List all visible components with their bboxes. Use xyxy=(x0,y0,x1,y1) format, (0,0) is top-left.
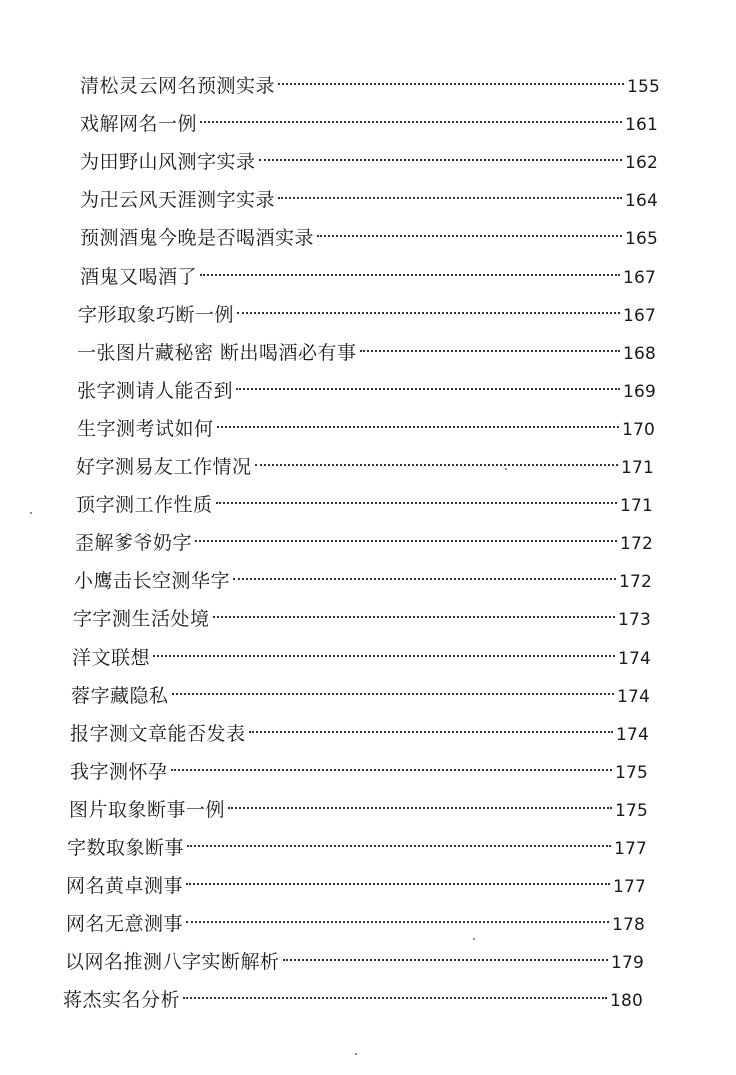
toc-entry xyxy=(80,185,658,215)
toc-entry-title: 好字测易友工作情况 xyxy=(76,456,252,478)
toc-entry xyxy=(80,109,658,139)
dot-leader xyxy=(249,731,613,733)
toc-entry-title: 为卍云风天涯测字实录 xyxy=(80,189,276,212)
toc-entry-title: 字数取象断事 xyxy=(67,837,185,859)
dot-leader xyxy=(216,502,617,504)
dot-leader xyxy=(200,121,622,123)
toc-entry-title: 为田野山风测字实录 xyxy=(80,151,256,174)
toc-entry xyxy=(76,452,654,482)
dot-leader xyxy=(172,693,614,695)
toc-entry-page-number: 174 xyxy=(616,686,650,707)
toc-entry-title: 蒋杰实名分析 xyxy=(63,989,181,1012)
toc-entry-page-number: 171 xyxy=(619,496,653,517)
toc-entry-title: 酒鬼又喝酒了 xyxy=(80,265,198,288)
toc-entry-title: 字形取象巧断一例 xyxy=(78,303,235,326)
toc-entry-page-number: 177 xyxy=(612,877,646,898)
toc-entry-title: 字字测生活处境 xyxy=(73,608,210,631)
dot-leader xyxy=(171,769,612,771)
toc-entry xyxy=(70,757,648,787)
toc-entry-page-number: 167 xyxy=(622,305,656,326)
toc-entry xyxy=(66,909,645,939)
toc-entry-page-number: 173 xyxy=(617,610,651,631)
dot-leader xyxy=(186,883,610,885)
toc-entry-title: 张字测请人能否到 xyxy=(77,379,234,402)
scan-speck xyxy=(505,468,507,470)
dot-leader xyxy=(217,426,619,428)
scan-speck xyxy=(473,938,475,940)
dot-leader xyxy=(278,197,622,199)
scan-speck xyxy=(30,512,32,514)
dot-leader xyxy=(360,350,620,352)
toc-entry-title: 网名无意测事 xyxy=(66,913,184,936)
toc-entry xyxy=(67,833,647,863)
toc-entry xyxy=(75,528,653,558)
dot-leader xyxy=(283,959,608,961)
toc-entry-page-number: 169 xyxy=(622,381,656,402)
dot-leader xyxy=(187,845,611,847)
toc-entry xyxy=(74,566,652,596)
toc-entry-page-number: 175 xyxy=(614,762,648,783)
toc-entry xyxy=(77,376,656,406)
toc-entry-title: 一张图片藏秘密 断出喝酒必有事 xyxy=(77,341,357,364)
toc-entry-page-number: 155 xyxy=(626,77,660,97)
toc-entry xyxy=(65,947,644,977)
toc-entry-title: 报字测文章能否发表 xyxy=(70,722,246,745)
toc-entry-page-number: 162 xyxy=(624,153,658,174)
toc-entry xyxy=(71,681,650,711)
toc-entry-title: 生字测考试如何 xyxy=(77,417,214,440)
toc-entry-title: 洋文联想 xyxy=(72,646,151,669)
dot-leader xyxy=(233,578,616,580)
dot-leader xyxy=(228,807,612,809)
toc-entry xyxy=(73,604,651,634)
dot-leader xyxy=(200,274,620,276)
toc-entry-title: 以网名推测八字实断解析 xyxy=(65,951,280,974)
dot-leader xyxy=(259,159,622,161)
toc-entry-title: 小鹰击长空测华字 xyxy=(74,570,231,593)
toc-entry xyxy=(72,643,651,673)
toc-entry xyxy=(80,262,656,292)
scan-speck xyxy=(355,1053,357,1055)
toc-entry xyxy=(80,147,658,177)
toc-entry-title: 蓉字藏隐私 xyxy=(71,684,169,707)
toc-entry-title: 戏解网名一例 xyxy=(80,113,198,136)
toc-entry-page-number: 170 xyxy=(621,419,655,440)
toc-entry-title: 图片取象断事一例 xyxy=(69,798,226,821)
dot-leader xyxy=(153,655,615,657)
toc-entry-page-number: 178 xyxy=(611,915,645,936)
toc-entry-title: 我字测怀孕 xyxy=(70,760,168,783)
toc-entry-page-number: 174 xyxy=(615,724,649,745)
dot-leader xyxy=(317,235,622,237)
toc-entry-page-number: 175 xyxy=(614,800,648,821)
toc-entry-page-number: 177 xyxy=(613,839,647,859)
dot-leader xyxy=(195,540,617,542)
dot-leader xyxy=(183,997,607,999)
dot-leader xyxy=(255,464,618,466)
toc-entry-page-number: 172 xyxy=(618,572,652,593)
toc-entry-title: 歪解爹爷奶字 xyxy=(75,532,193,555)
toc-entry xyxy=(70,719,649,749)
toc-entry-page-number: 161 xyxy=(624,115,658,136)
toc-entry-title: 网名黄卓测事 xyxy=(66,875,184,898)
toc-entry xyxy=(80,71,660,101)
toc-entry xyxy=(63,985,643,1015)
toc-entry xyxy=(76,490,653,520)
dot-leader xyxy=(237,312,620,314)
toc-entry xyxy=(78,300,656,330)
toc-entry xyxy=(80,223,658,253)
toc-entry xyxy=(66,871,646,901)
toc-entry-page-number: 167 xyxy=(622,267,656,288)
toc-entry-page-number: 179 xyxy=(610,953,644,974)
dot-leader xyxy=(236,388,620,390)
toc-entry-title: 顶字测工作性质 xyxy=(76,494,213,517)
toc-entry-page-number: 165 xyxy=(624,229,658,250)
toc-entry-page-number: 164 xyxy=(624,191,658,212)
toc-entry xyxy=(69,795,648,825)
toc-entry xyxy=(77,338,656,368)
toc-entry-title: 预测酒鬼今晚是否喝酒实录 xyxy=(80,227,315,250)
toc-entry-title: 清松灵云网名预测实录 xyxy=(80,75,276,97)
toc-entry-page-number: 168 xyxy=(622,343,656,364)
toc-entry-page-number: 171 xyxy=(620,458,654,478)
toc-entry-page-number: 172 xyxy=(619,534,653,555)
dot-leader xyxy=(213,616,615,618)
dot-leader xyxy=(186,921,609,923)
toc-entry-page-number: 174 xyxy=(617,648,651,669)
toc-entry-page-number: 180 xyxy=(609,991,643,1012)
toc-entry xyxy=(77,414,655,444)
dot-leader xyxy=(278,83,624,85)
